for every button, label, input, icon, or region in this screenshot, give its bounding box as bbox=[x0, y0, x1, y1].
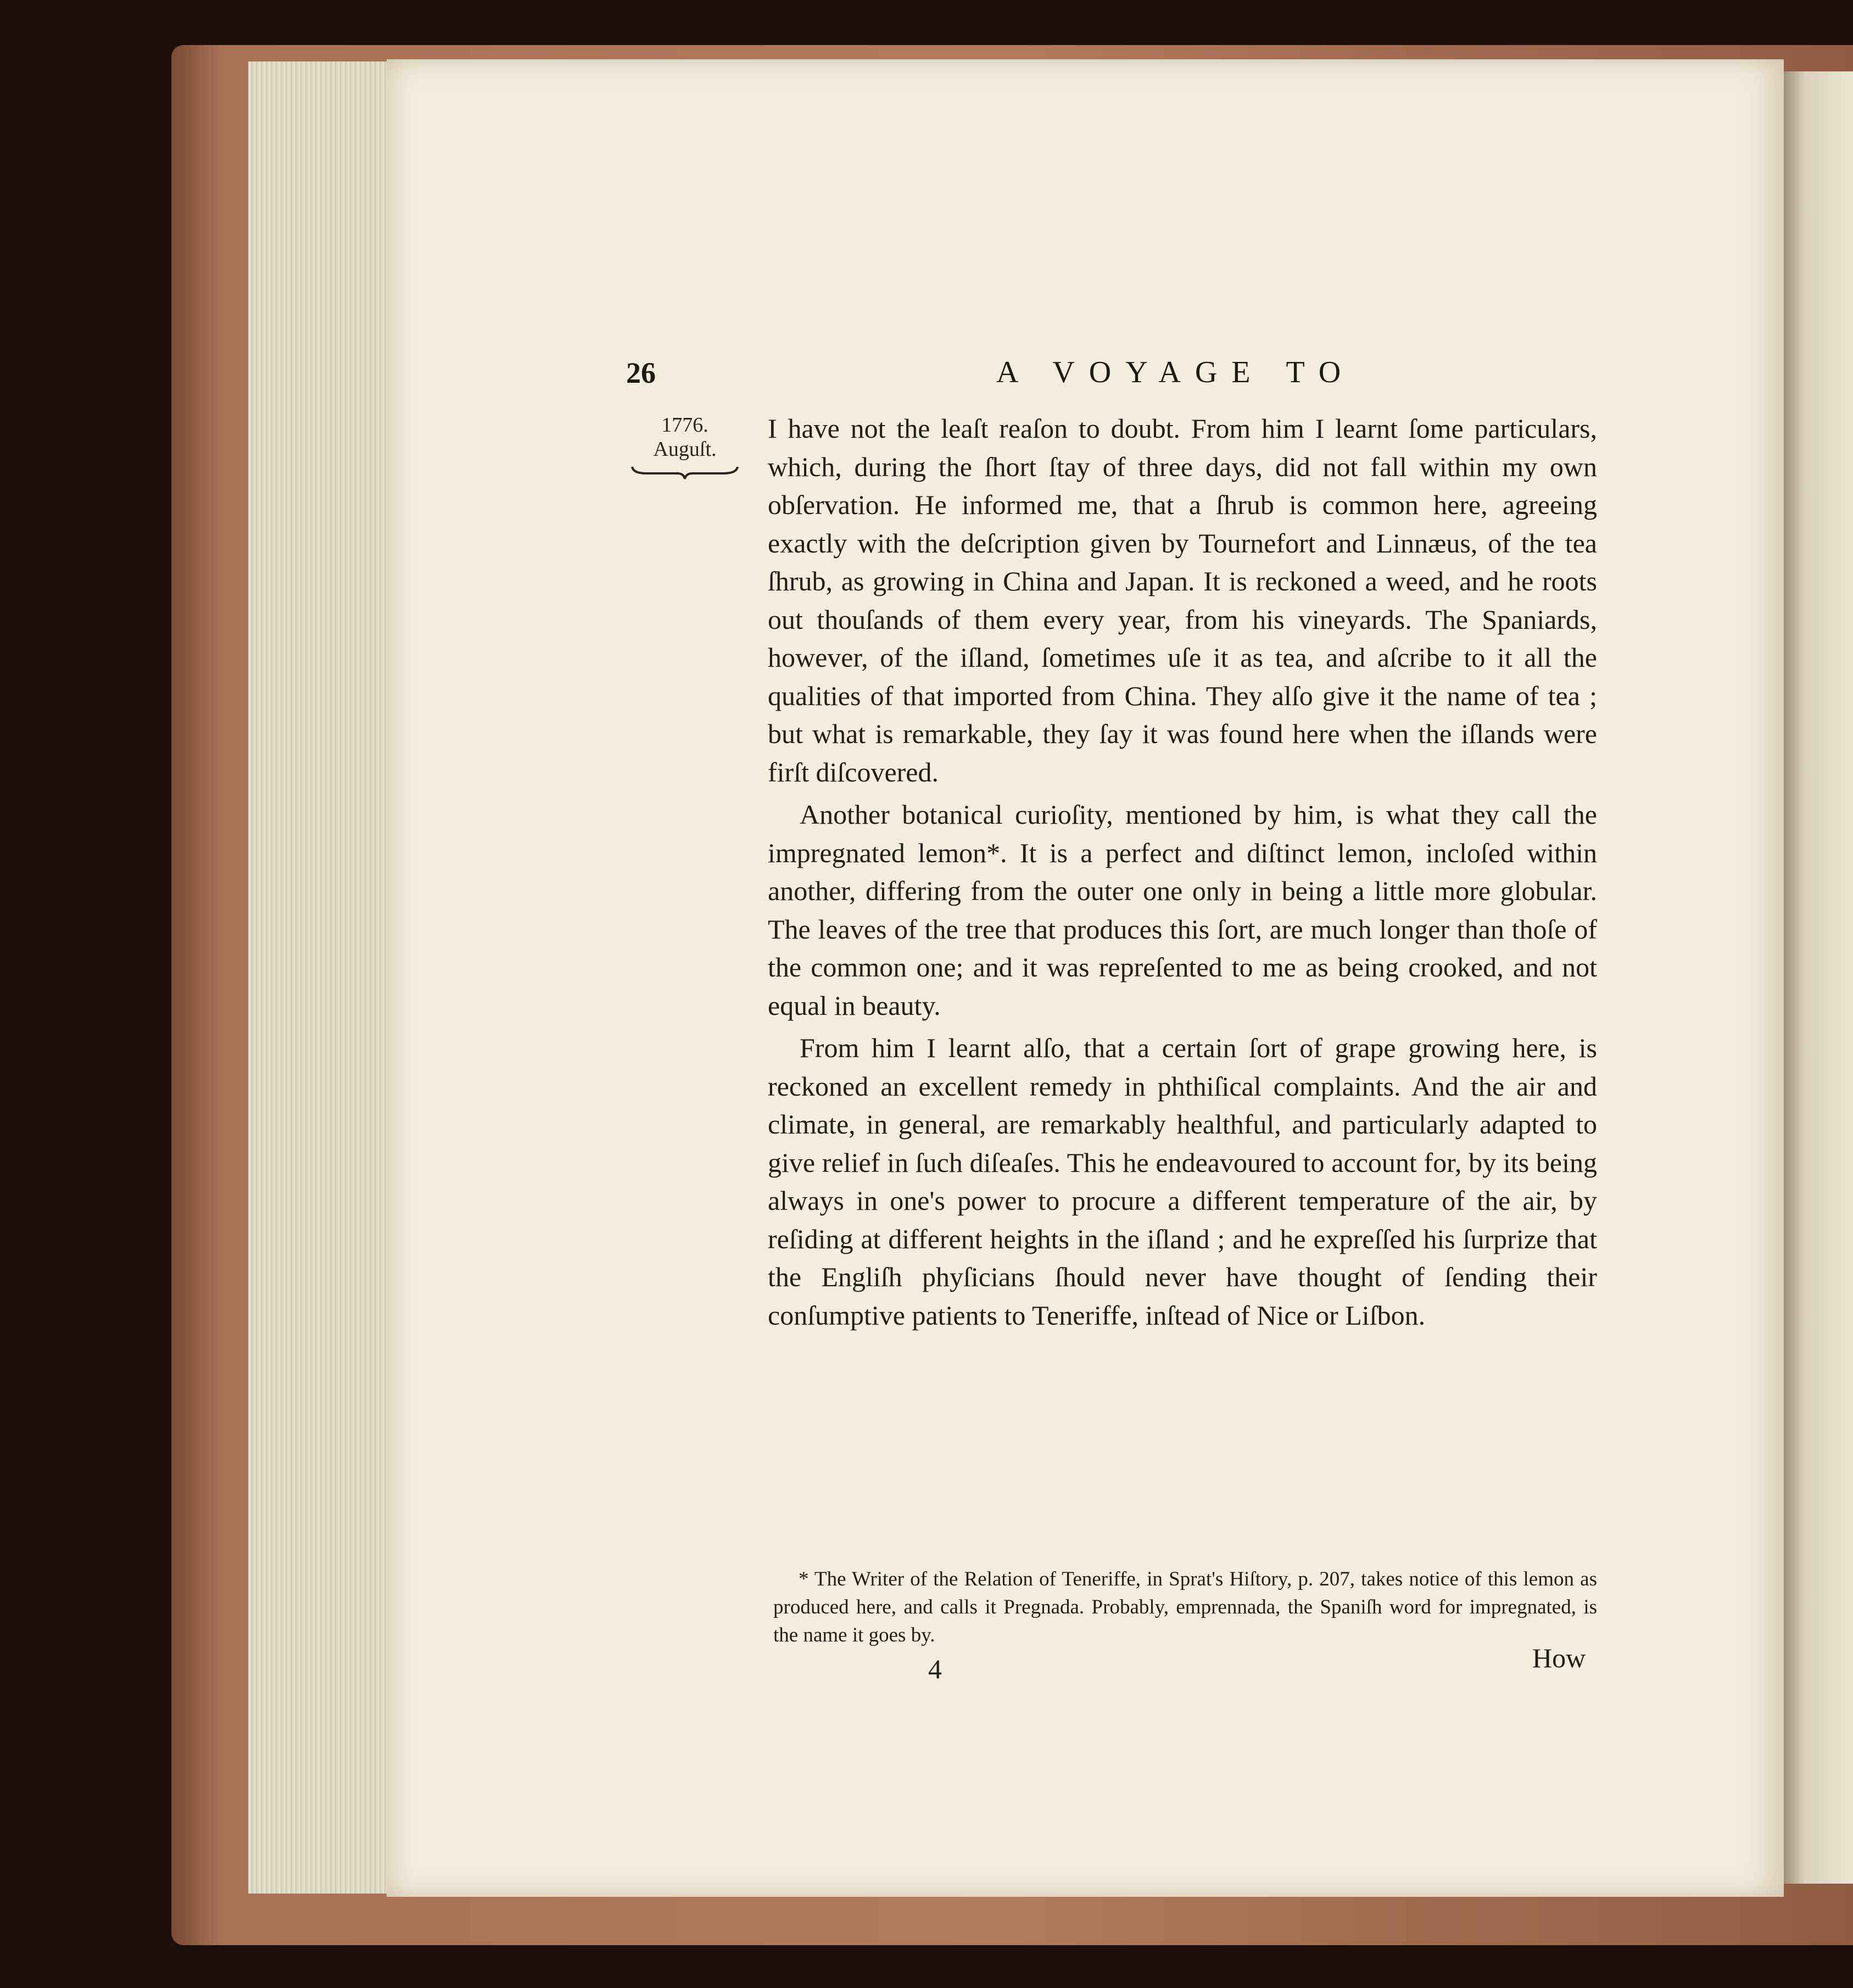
main-text bbox=[768, 410, 1597, 1339]
catchword: How bbox=[1532, 1643, 1586, 1673]
paragraph-1: I have not the leaſt reaſon to doubt. From him I learnt ſome particulars, which, during the ſhort ſtay of three days, did not fall within my own obſervation. He informed me, that a ſhrub is common here, agreeing exactly with the deſcription given by Tournefort and Linnæus, of the tea ſhrub, as growing in China and Japan. It is reckoned a weed, and he roots out thouſands of them every year, from his vineyards. The Spaniards, however, of the iſland, ſometimes uſe it as tea, and aſcribe to it all the qualities of that imported from China. They alſo give it the name of tea ; but what is remarkable, they ſay it was found here when the iſlands were firſt diſcovered. bbox=[768, 413, 1597, 788]
brace-ornament-icon bbox=[630, 464, 740, 480]
paragraph-2: Another botanical curioſity, mentioned by him, is what they call the impregnated lemon*. It is a perfect and diſtinct lemon, incloſed within another, differing from the outer one only in being a little more globular. The leaves of the tree that produces this ſort, are much longer than thoſe of the common one; and it was repreſented to me as being crooked, and not equal in beauty. bbox=[768, 799, 1597, 1021]
page-edges bbox=[248, 62, 391, 1894]
footnote: * The Writer of the Relation of Teneriffe, in Sprat's Hiſtory, p. 207, takes notice of this lemon as produced here, and calls it Pregnada. Probably, emprennada, the Spaniſh word for impregnated, is the name it goes by. bbox=[773, 1568, 1597, 1646]
signature-mark: 4 bbox=[928, 1654, 942, 1684]
marginal-date-note bbox=[627, 413, 743, 480]
marginal-year: 1776. bbox=[661, 414, 708, 437]
marginal-month: Auguſt. bbox=[653, 438, 717, 461]
page-number: 26 bbox=[626, 356, 656, 389]
running-head: A VOYAGE TO bbox=[996, 355, 1355, 389]
paragraph-3: From him I learnt alſo, that a certain ſort of grape growing here, is reckoned an excellent remedy in phthiſical complaints. And the air and climate, in general, are remarkably healthful, and particularly adapted to give relief in ſuch diſeaſes. This he endeavoured to account for, by its being always in one's power to procure a different temperature of the air, by reſiding at different heights in the iſland ; and he expreſſed his ſurprize that the Engliſh phyſicians ſhould never have thought of ſending their conſumptive patients to Teneriffe, inſtead of Nice or Liſbon. bbox=[768, 1032, 1597, 1331]
facing-page-edge bbox=[1784, 71, 1853, 1884]
